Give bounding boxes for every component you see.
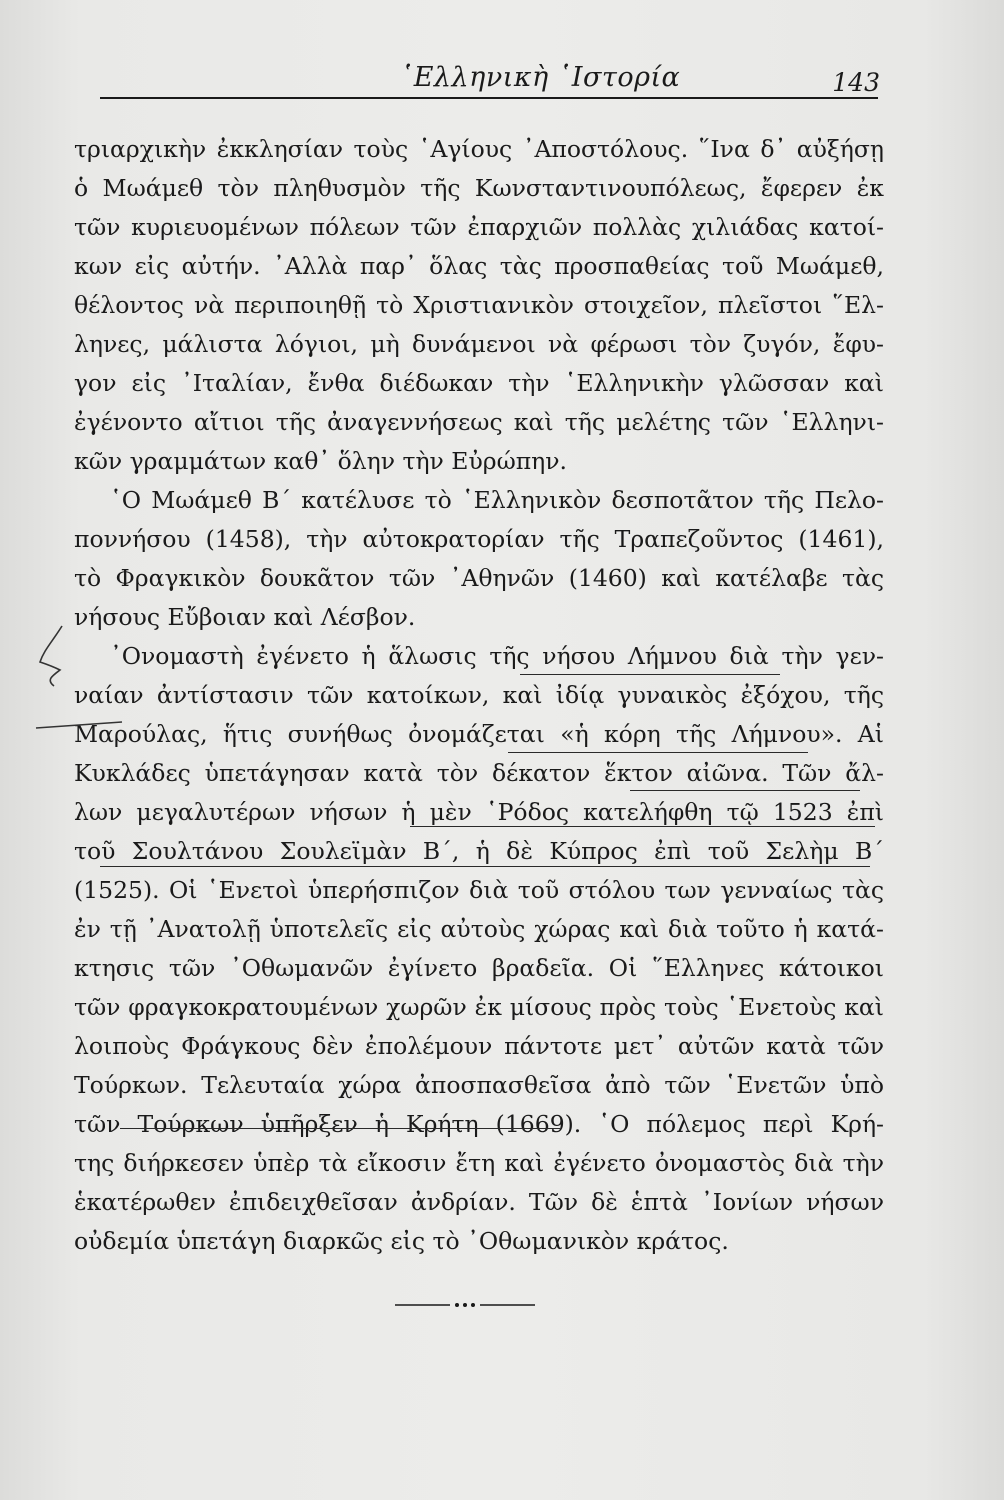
margin-bracket-mark bbox=[34, 620, 124, 740]
text-line: λοιποὺς Φράγκους δὲν ἐπολέμουν πάντοτε μετ᾿ αὐτῶν κατὰ τῶν bbox=[74, 1032, 884, 1060]
page-number: 143 bbox=[832, 68, 880, 97]
text-line: Μαρούλας, ἥτις συνήθως ὀνομάζεται «ἡ κόρη τῆς Λήμνου». Αἱ bbox=[74, 720, 884, 748]
text-line: τῶν φραγκοκρατουμένων χωρῶν ἐκ μίσους πρὸς τοὺς ῾Ενετοὺς καὶ bbox=[74, 993, 884, 1021]
pencil-underline bbox=[630, 790, 860, 791]
header-rule bbox=[100, 97, 878, 99]
text-line: ᾿Ονομαστὴ ἐγένετο ἡ ἅλωσις τῆς νήσου Λήμνου διὰ τὴν γεν- bbox=[110, 642, 884, 670]
text-line: Κυκλάδες ὑπετάγησαν κατὰ τὸν δέκατον ἕκτον αἰῶνα. Τῶν ἄλ- bbox=[74, 759, 884, 787]
pencil-underline bbox=[410, 826, 875, 827]
text-line: νήσους Εὔβοιαν καὶ Λέσβον. bbox=[74, 603, 416, 631]
body-text bbox=[74, 130, 884, 1261]
text-line: ἑκατέρωθεν ἐπιδειχθεῖσαν ἀνδρίαν. Τῶν δὲ ἑπτὰ ᾿Ιονίων νήσων bbox=[74, 1188, 884, 1216]
running-head bbox=[100, 62, 880, 102]
text-line: ποννήσου (1458), τὴν αὐτοκρατορίαν τῆς Τραπεζοῦντος (1461), bbox=[74, 525, 884, 553]
text-line: κων εἰς αὐτήν. ᾿Αλλὰ παρ᾿ ὅλας τὰς προσπαθείας τοῦ Μωάμεθ, bbox=[74, 252, 884, 280]
text-line: τὸ Φραγκικὸν δουκᾶτον τῶν ᾿Αθηνῶν (1460) καὶ κατέλαβε τὰς bbox=[74, 564, 884, 592]
pencil-underline bbox=[520, 674, 780, 675]
text-line: ἐν τῇ ᾿Ανατολῇ ὑποτελεῖς εἰς αὐτοὺς χώρας καὶ διὰ τοῦτο ἡ κατά- bbox=[74, 915, 884, 943]
text-line: (1525). Οἱ ῾Ενετοὶ ὑπερήσπιζον διὰ τοῦ στόλου των γενναίως τὰς bbox=[74, 876, 884, 904]
text-line: ἐγένοντο αἴτιοι τῆς ἀναγεννήσεως καὶ τῆς μελέτης τῶν ῾Ελληνι- bbox=[74, 408, 884, 436]
text-line: θέλοντος νὰ περιποιηθῇ τὸ Χριστιανικὸν στοιχεῖον, πλεῖστοι ῞Ελ- bbox=[74, 291, 884, 319]
text-line: ναίαν ἀντίστασιν τῶν κατοίκων, καὶ ἰδίᾳ γυναικὸς ἐξόχου, τῆς bbox=[74, 681, 884, 709]
text-line: κῶν γραμμάτων καθ᾿ ὅλην τὴν Εὐρώπην. bbox=[74, 447, 568, 475]
text-line: κτησις τῶν ᾿Οθωμανῶν ἐγίνετο βραδεῖα. Οἱ ῞Ελληνες κάτοικοι bbox=[74, 954, 884, 982]
text-line: τοῦ Σουλτάνου Σουλεϊμὰν Β΄, ἡ δὲ Κύπρος ἐπὶ τοῦ Σελὴμ Β΄ bbox=[74, 837, 884, 865]
pencil-underline bbox=[120, 1128, 560, 1129]
text-line: ὁ Μωάμεθ τὸν πληθυσμὸν τῆς Κωνσταντινουπόλεως, ἔφερεν ἐκ bbox=[74, 174, 884, 202]
text-line: της διήρκεσεν ὑπὲρ τὰ εἴκοσιν ἔτη καὶ ἐγένετο ὀνομαστὸς διὰ τὴν bbox=[74, 1149, 884, 1177]
text-line: Τούρκων. Τελευταία χώρα ἀποσπασθεῖσα ἀπὸ τῶν ῾Ενετῶν ὑπὸ bbox=[74, 1071, 884, 1099]
pencil-underline bbox=[508, 752, 808, 753]
text-line: οὐδεμία ὑπετάγη διαρκῶς εἰς τὸ ᾿Οθωμανικὸν κράτος. bbox=[74, 1227, 729, 1255]
text-line: ληνες, μάλιστα λόγιοι, μὴ δυνάμενοι νὰ φέρωσι τὸν ζυγόν, ἔφυ- bbox=[74, 330, 884, 358]
text-line: γον εἰς ᾿Ιταλίαν, ἔνθα διέδωκαν τὴν ῾Ελληνικὴν γλῶσσαν καὶ bbox=[74, 369, 884, 397]
text-line: λων μεγαλυτέρων νήσων ἡ μὲν ῾Ρόδος κατελήφθη τῷ 1523 ἐπὶ bbox=[74, 798, 884, 826]
pencil-underline bbox=[100, 866, 870, 867]
text-line: τῶν Τούρκων ὑπῆρξεν ἡ Κρήτη (1669). ῾Ο πόλεμος περὶ Κρή- bbox=[74, 1110, 884, 1138]
text-line: τριαρχικὴν ἐκκλησίαν τοὺς ῾Αγίους ᾿Αποστόλους. ῞Ινα δ᾿ αὐξήσῃ bbox=[74, 135, 884, 163]
text-line: ῾Ο Μωάμεθ Β΄ κατέλυσε τὸ ῾Ελληνικὸν δεσποτᾶτον τῆς Πελο- bbox=[110, 486, 884, 514]
text-line: τῶν κυριευομένων πόλεων τῶν ἐπαρχιῶν πολλὰς χιλιάδας κατοί- bbox=[74, 213, 884, 241]
section-separator bbox=[395, 1300, 535, 1310]
running-title: ῾Ελληνικὴ ῾Ιστορία bbox=[399, 62, 681, 93]
